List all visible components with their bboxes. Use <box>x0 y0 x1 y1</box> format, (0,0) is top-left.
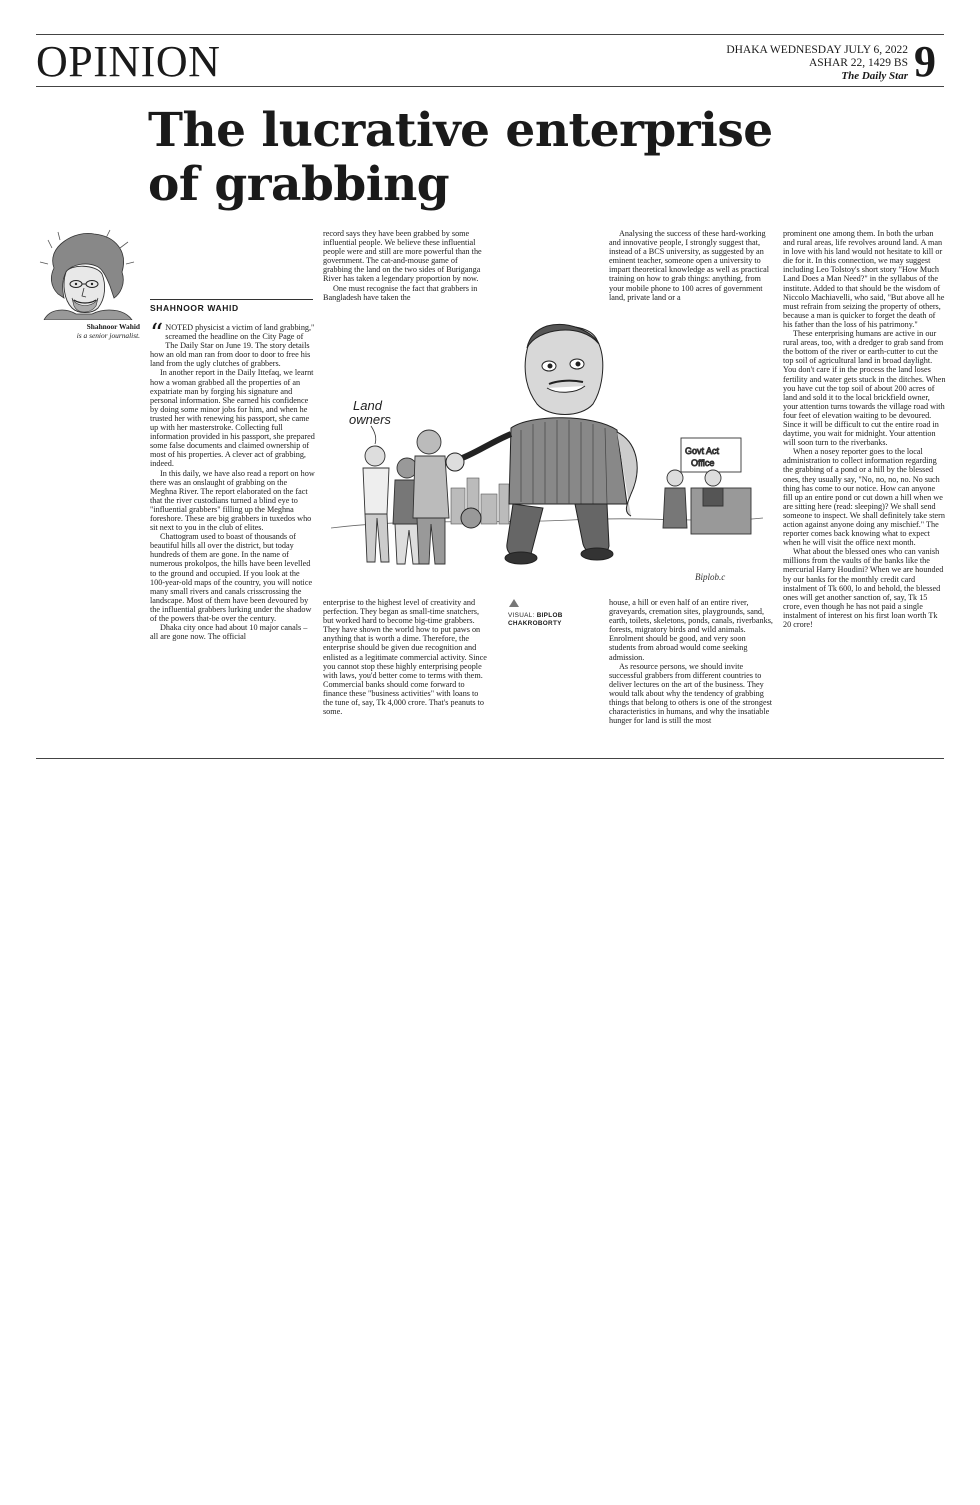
article-column-3-bottom <box>609 598 774 725</box>
article-column-1 <box>150 319 315 642</box>
bottom-rule <box>36 758 944 759</box>
paragraph-5: Dhaka city once had about 10 major canals – all are gone now. The official <box>150 623 308 642</box>
author-name: Shahnoor Wahid <box>86 322 140 331</box>
header-rule <box>36 86 944 87</box>
dateline <box>726 44 908 83</box>
paragraph-7: One must recognise the fact that grabbers in Bangladesh have taken the <box>323 283 478 302</box>
paragraph-16: What about the blessed ones who can vanish millions from the vaults of the banks like the mercurial Harry Houdini? When we are hounded by our banks for the monthly credit card instalment of Tk 600, lo and behold, the blessed ones will get another sanction of, say, Tk 15 crore, even though he has not paid a single instalment of interest on his first loan worth Tk 20 crore! <box>783 547 944 630</box>
cartoon-label-land: Land <box>353 398 382 413</box>
paragraph-11: house, a hill or even half of an entire river, graveyards, cremation sites, playgrounds, sand, earth, toilets, skeletons, ponds, canals, riverbanks, forests, migratory birds and wild animals. Enrolment should be good, and very soon students from abroad would come seeking admission. <box>609 598 773 662</box>
land-owners-figures <box>363 430 449 564</box>
author-portrait <box>36 228 140 320</box>
author-note <box>36 323 140 340</box>
article-column-3-top <box>609 229 774 302</box>
masthead-logo: The Daily Star <box>841 70 908 82</box>
visual-artist: BIPLOB CHAKROBORTY <box>508 612 563 627</box>
paragraph-8: enterprise to the highest level of creativity and perfection. They began as small-time snatchers, but worked hard to become big-time grabbers. They have shown the world how to put paws on anything that is worth a dime. Therefore, the enterprise should be given due recognition and enlisted as a legitimate commercial activity. Since you cannot stop these highly enterprising people with laws, you'd better come to terms with them. Commercial banks should come forward to finance these "business activities" with loans to the tune of, say, Tk 4,000 crore. That's peanuts to some. <box>323 598 487 717</box>
govt-office-illustration <box>663 438 751 534</box>
cartoon-label-govt: Govt Act <box>685 446 720 456</box>
paragraph-13: prominent one among them. In both the urban and rural areas, life revolves around land. A man in love with his land would not hesitate to kill or die for it. In this connection, we may suggest including Leo Tolstoy's short story "How Much Land Does a Man Need?" in the syllabus of the institute. Added to that should be the wisdom of Niccolo Machiavelli, who said, "But above all he must refrain from seizing the property of others, because a man is quicker to forget the death of his father than the loss of his patrimony." <box>783 229 945 329</box>
visual-credit <box>508 612 598 627</box>
page-number: 9 <box>914 37 936 86</box>
paragraph-6: record says they have been grabbed by some influential people. We believe these influential people were and still are more powerful than the government. The cat-and-mouse game of grabbing the land on the two sides of Buriganga River has taken a legendary proportion by now. <box>323 229 482 284</box>
article-column-2-bottom <box>323 598 488 716</box>
paragraph-10: Analysing the success of these hard-working and innovative people, I strongly suggest that, instead of a BCS university, as suggested by an eminent teacher, someone open a university to impart theoretical knowledge as well as practical training on how to grab things: anything, from your mobile phone to 100 acres of government land, private land or a <box>609 229 770 302</box>
cartoon-illustration <box>331 318 763 586</box>
cartoonist-signature: Biplob.c <box>695 572 726 582</box>
paragraph-14: These enterprising humans are active in our rural areas, too, with a dredger to grab sand from the bottom of the river or earth-cutter to cut the top soil of agricultural land in broad daylight. You don't care if in the process the land loses fertility and water gets stuck in the ditches. When you have cut the top soil of about 200 acres of land and sold it to the local brickfield owner, your attention turns towards the village road with four feet of elevation waiting to be devoured. Since it will be difficult to cut the entire road in daytime, you wait for midnight. Your attention will soon turn to the riverbanks. <box>783 329 946 448</box>
paragraph-15: When a nosey reporter goes to the local administration to collect information regarding the grabbing of a pond or a hill by the blessed ones, they usually say, "No, no, no, no. No such thing has come to our notice. How can anyone fill up an entire pond or cut down a hill when we are sitting here (read: sleeping)? We shall send someone to inspect. We shall definitely take stern action against anyone doing any mischief." The reporter comes back knowing what to expect when he will visit the office next month. <box>783 447 945 548</box>
headline-line-1: The lucrative enterprise <box>148 103 773 158</box>
top-rule <box>36 34 944 35</box>
author-description: is a senior journalist. <box>76 330 140 340</box>
dateline-bangla-date: ASHAR 22, 1429 BS <box>808 57 908 69</box>
visual-label: VISUAL: <box>508 612 535 619</box>
paragraph-1: NOTED physicist a victim of land grabbing," screamed the headline on the City Page of The Daily Star on June 19. The story details how an old man ran from door to door to free his land from the ugly clutches of grabbers. <box>150 323 315 369</box>
triangle-icon <box>509 599 519 607</box>
opening-quote-mark: “ <box>150 319 164 349</box>
cartoon-label-owners: owners <box>349 412 391 427</box>
section-title: OPINION <box>36 37 221 86</box>
paragraph-3: In this daily, we have also read a report on how there was an onslaught of grabbing on the Meghna River. The report elaborated on the fact that the river custodians turned a blind eye to "influential grabbers" filling up the Meghna foreshore. These are big grabbers in tuxedos who sit next to you in the club of elites. <box>150 468 315 533</box>
paragraph-12: As resource persons, we should invite successful grabbers from different countries to deliver lectures on the art of the business. They would talk about why the tendency of grabbing things that belong to others is one of the strongest characteristics in humans, and why the insatiable hunger for land is still the most <box>609 661 773 726</box>
headline <box>148 104 808 212</box>
byline: SHAHNOOR WAHID <box>150 299 313 313</box>
paragraph-2: In another report in the Daily Ittefaq, we learnt how a woman grabbed all the properties of an expatriate man by forging his signature and personal information. She earned his confidence by doing some minor jobs for him, and when he trusted her with renewing his passport, she came up with her masterstroke. Collecting full information provided in his passport, she prepared some false documents and claimed ownership of most of his properties. A clever act of grabbing, indeed. <box>150 368 315 469</box>
dateline-date: DHAKA WEDNESDAY JULY 6, 2022 <box>726 44 908 56</box>
article-column-4 <box>783 229 946 629</box>
cartoon-label-office: Office <box>691 458 715 468</box>
article-column-2-top <box>323 229 488 302</box>
paragraph-4: Chattogram used to boast of thousands of beautiful hills all over the district, but today hundreds of them are gone. In the name of numerous prokolpos, the hills have been levelled to the ground and occupied. If you look at the 100-year-old maps of the country, you will notice many small rivers and canals crisscrossing the landscape. Most of them have been devoured by the influential grabbers lurking under the shadow of the powers that-be over the century. <box>150 532 313 623</box>
grabber-figure <box>446 324 637 564</box>
headline-line-2: of grabbing <box>148 157 450 212</box>
